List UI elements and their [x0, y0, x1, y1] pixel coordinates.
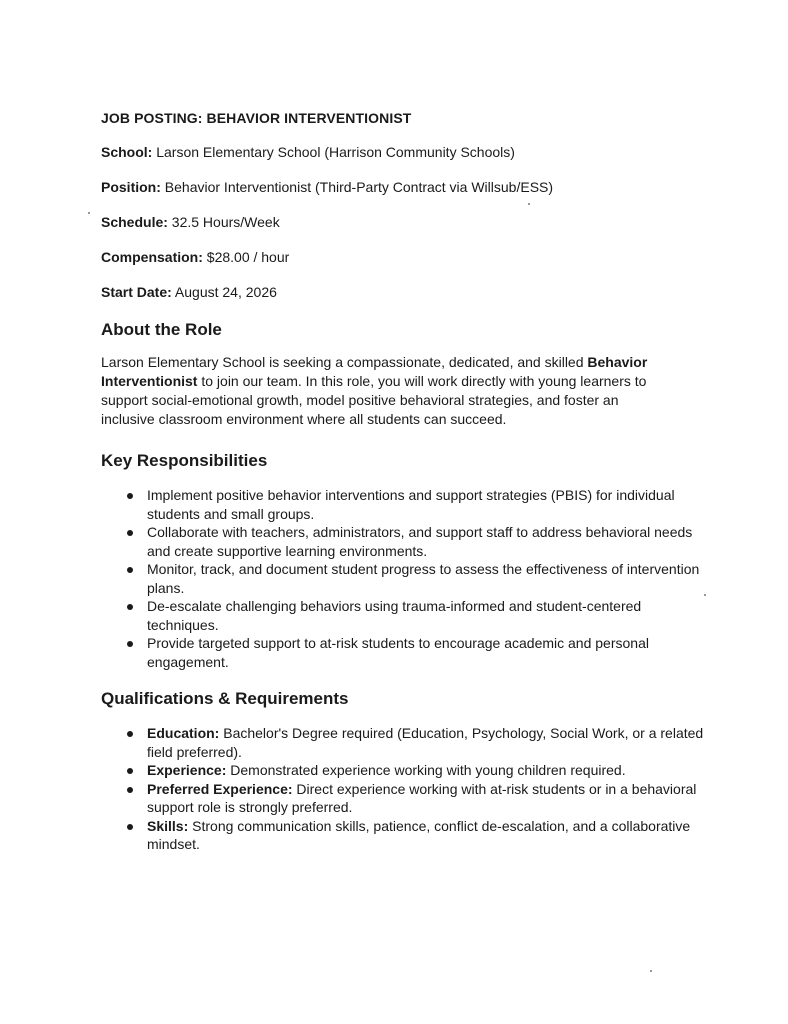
list-item-text: De-escalate challenging behaviors using trauma-informed and student-centered techniques. — [147, 598, 642, 633]
field-value: 32.5 Hours/Week — [171, 214, 280, 230]
about-paragraph — [101, 353, 676, 429]
qualifications-heading: Qualifications & Requirements — [101, 689, 349, 708]
list-item — [101, 597, 707, 634]
list-item-text: Direct experience working with at-risk students or in a behavioral support role is strongly preferred. — [147, 780, 697, 815]
field-label: School: — [101, 144, 153, 160]
bullet-icon — [127, 530, 133, 536]
list-item-text: Implement positive behavior interventions and support strategies (PBIS) for individual students and small groups. — [147, 487, 675, 522]
responsibilities-list — [101, 486, 721, 671]
about-text-bold: Behavior Interventionist — [101, 354, 648, 389]
field-start-date — [101, 284, 721, 301]
list-item — [101, 560, 707, 597]
list-item-text: Strong communication skills, patience, conflict de-escalation, and a collaborative mindset. — [147, 817, 691, 852]
list-item — [101, 523, 707, 560]
scan-speck — [650, 970, 652, 972]
bullet-icon — [127, 604, 133, 610]
field-value: $28.00 / hour — [206, 249, 290, 265]
list-item-label: Skills: — [147, 817, 189, 834]
document-title: JOB POSTING: BEHAVIOR INTERVENTIONIST — [101, 110, 412, 126]
field-value: Behavior Interventionist (Third-Party Contract via Willsub/ESS) — [164, 179, 554, 195]
bullet-icon — [127, 493, 133, 499]
field-label: Start Date: — [101, 284, 172, 300]
field-label: Schedule: — [101, 214, 168, 230]
field-value: August 24, 2026 — [174, 284, 277, 300]
list-item-text: Demonstrated experience working with young children required. — [230, 762, 626, 778]
list-item-label: Experience: — [147, 762, 227, 778]
about-text: to join our team. In this role, you will work directly with young learners to support social-emotional growth, model positive behavioral strategies, and foster an inclusive classroom environment where all students can succeed. — [101, 373, 647, 427]
bullet-icon — [127, 731, 133, 737]
bullet-icon — [127, 768, 133, 774]
about-heading: About the Role — [101, 320, 222, 339]
list-item-label: Preferred Experience: — [147, 780, 293, 797]
list-item — [101, 486, 707, 523]
field-compensation — [101, 249, 721, 266]
bullet-icon — [127, 641, 133, 647]
list-item — [101, 780, 707, 817]
list-item-label: Education: — [147, 725, 220, 741]
qualifications-list — [101, 724, 721, 854]
bullet-icon — [127, 824, 133, 830]
field-position — [101, 179, 721, 196]
list-item-text: Provide targeted support to at-risk students to encourage academic and personal engagement. — [147, 635, 649, 670]
about-text: Larson Elementary School is seeking a compassionate, dedicated, and skilled — [101, 354, 588, 370]
list-item — [101, 724, 707, 761]
bullet-icon — [127, 787, 133, 793]
list-item-text: Bachelor's Degree required (Education, Psychology, Social Work, or a related field preferred). — [147, 725, 704, 760]
field-schedule — [101, 214, 721, 231]
responsibilities-heading: Key Responsibilities — [101, 451, 268, 470]
list-item — [101, 817, 707, 854]
scan-speck — [88, 212, 90, 214]
list-item-text: Collaborate with teachers, administrators, and support staff to address behavioral needs and create supportive learning environments. — [147, 524, 693, 559]
bullet-icon — [127, 567, 133, 573]
field-label: Position: — [101, 179, 161, 195]
document-content — [101, 110, 721, 854]
field-label: Compensation: — [101, 249, 203, 265]
list-item-text: Monitor, track, and document student progress to assess the effectiveness of intervention plans. — [147, 561, 700, 596]
field-value: Larson Elementary School (Harrison Community Schools) — [156, 144, 515, 160]
list-item — [101, 761, 707, 780]
field-school — [101, 144, 721, 161]
list-item — [101, 634, 707, 671]
